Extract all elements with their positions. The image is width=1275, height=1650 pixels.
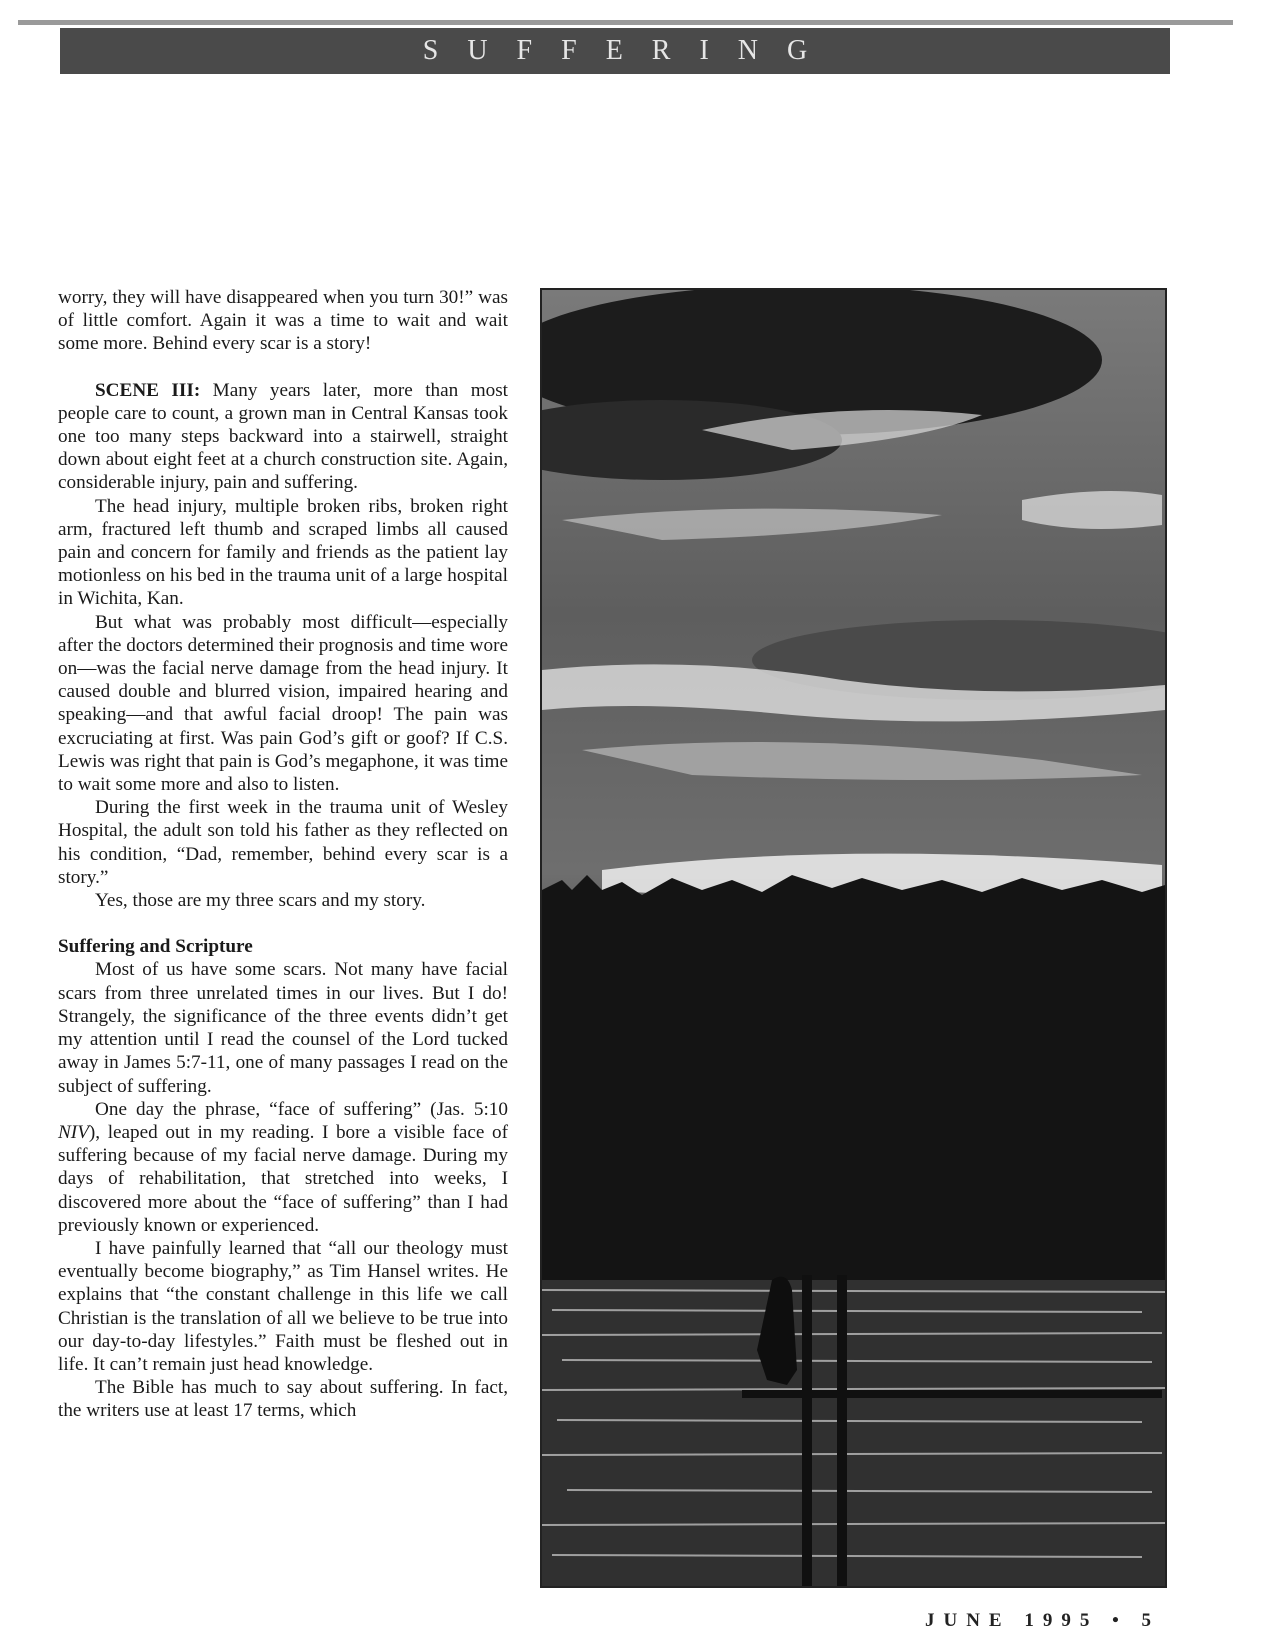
scene-label: SCENE III: bbox=[95, 379, 201, 401]
paragraph: worry, they will have disappeared when you turn 30!” was of little comfort. Again it was a time to wait and wait some more. Behind every scar is a story! bbox=[58, 287, 508, 355]
paragraph bbox=[58, 1098, 508, 1237]
paragraph: I have painfully learned that “all our theology must eventually become biography,” as Tim Hansel writes. He explains that “the constant challenge in this life we call Christian is the translation of all we believe to be true into our day-to-day lifestyles.” Faith must be fleshed out in life. It can’t remain just head knowledge. bbox=[58, 1237, 508, 1375]
page-footer bbox=[925, 1610, 1160, 1632]
bible-version: NIV bbox=[58, 1121, 89, 1143]
paragraph: But what was probably most difficult—especially after the doctors determined their prognosis and time wore on—was the facial nerve damage from the head injury. It caused double and blurred vision, impaired hearing and speaking—and that awful facial droop! The pain was excruciating at first. Was pain God’s gift or goof? If C.S. Lewis was right that pain is God’s megaphone, it was time to wait some more and also to listen. bbox=[58, 611, 508, 796]
top-rule bbox=[18, 20, 1233, 25]
paragraph: The head injury, multiple broken ribs, broken right arm, fractured left thumb and scraped limbs all caused pain and concern for family and friends as the patient lay motionless on his bed in the trauma unit of a large hospital in Wichita, Kan. bbox=[58, 495, 508, 610]
subheading: Suffering and Scripture bbox=[58, 936, 253, 958]
section-banner bbox=[60, 28, 1170, 74]
article-column bbox=[58, 286, 508, 1423]
paragraph bbox=[58, 379, 508, 495]
page-number: 5 bbox=[1141, 1610, 1160, 1631]
paragraph-text: Many years later, more than most people care to count, a grown man in Central Kansas took one too many steps backward into a stairwell, straight down about eight feet at a church construction site. Again, considerable injury, pain and suffering. bbox=[58, 379, 509, 494]
paragraph: Yes, those are my three scars and my story. bbox=[95, 890, 426, 912]
paragraph-ref: 5:10 bbox=[473, 1098, 508, 1120]
paragraph-text: ), leaped out in my reading. I bore a visible face of suffering because of my facial nerve damage. During my days of rehabilitation, that stretched into weeks, I discovered more about the “face of suffering” than I had previously known or experienced. bbox=[58, 1121, 508, 1236]
sunset-silhouette-image bbox=[542, 290, 1165, 1586]
issue-date: JUNE 1995 bbox=[924, 1610, 1099, 1631]
paragraph: The Bible has much to say about suffering. In fact, the writers use at least 17 terms, which bbox=[58, 1377, 508, 1422]
paragraph: During the first week in the trauma unit of Wesley Hospital, the adult son told his father as they reflected on his condition, “Dad, remember, behind every scar is a story.” bbox=[58, 797, 508, 888]
paragraph: Most of us have some scars. Not many have facial scars from three unrelated times in our lives. But I do! Strangely, the significance of the three events didn’t get my attention until I read the counsel of the Lord tucked away in James 5:7-11, one of many passages I read on the subject of suffering. bbox=[58, 959, 508, 1097]
section-title: SUFFERING bbox=[422, 35, 837, 66]
paragraph-lead: One day the phrase, “face of suffering” (Jas. bbox=[95, 1098, 465, 1120]
footer-separator: • bbox=[1112, 1610, 1128, 1631]
sunset-photo bbox=[540, 288, 1167, 1588]
